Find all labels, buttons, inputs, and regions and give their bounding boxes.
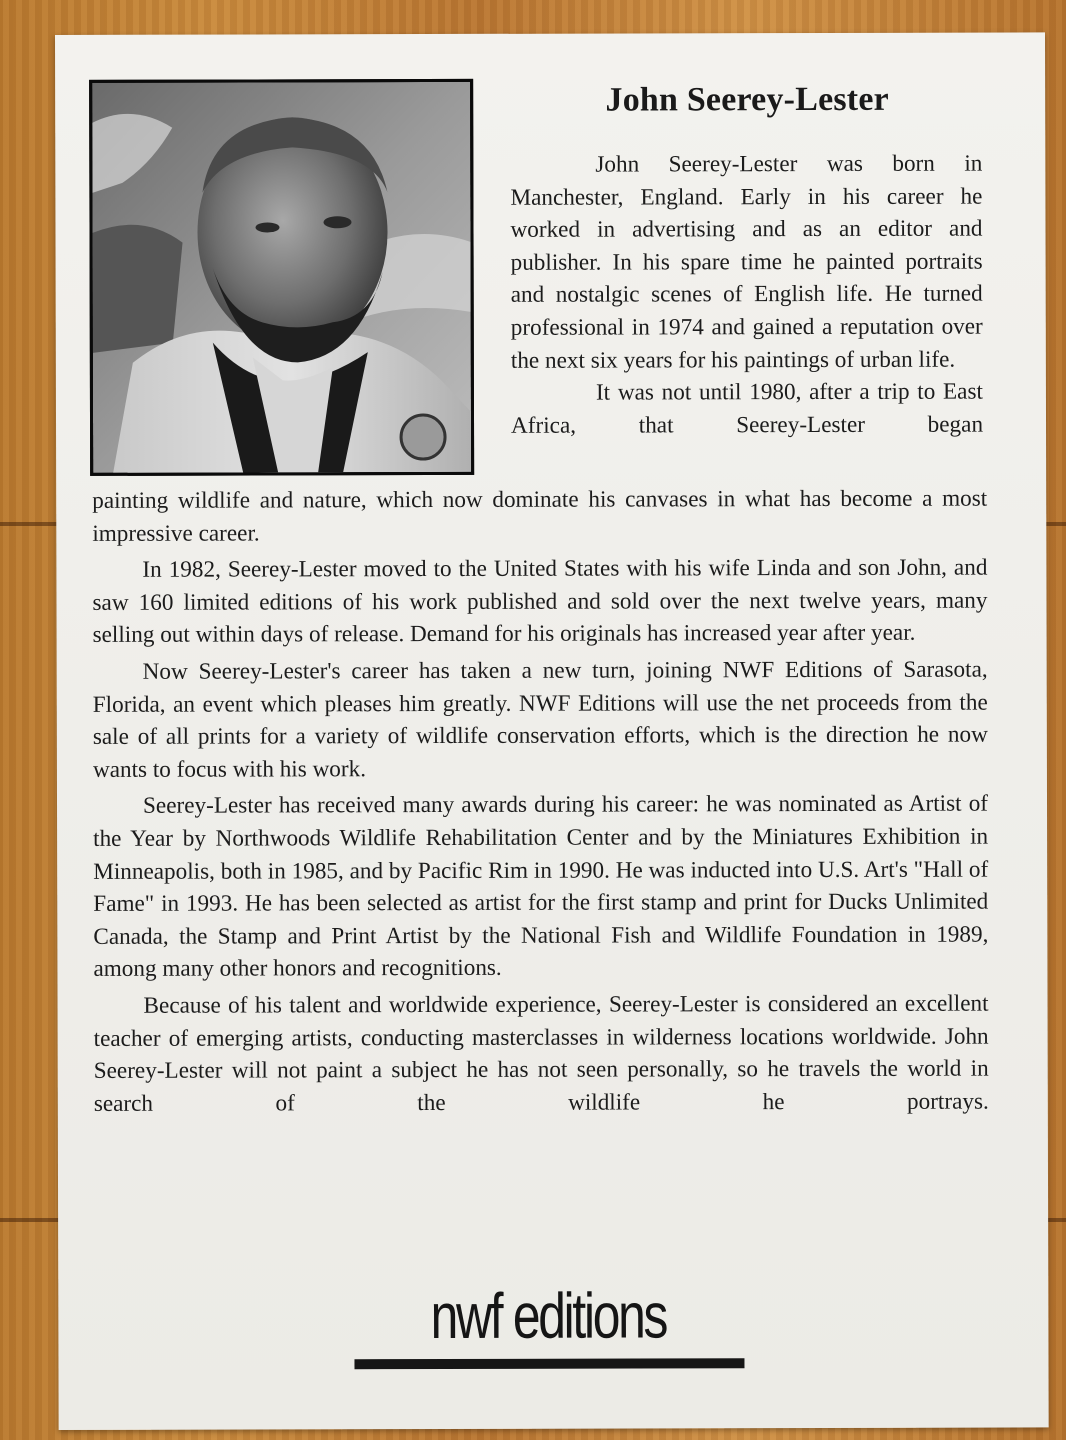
bio-intro-column xyxy=(510,148,983,443)
portrait-illustration xyxy=(92,82,471,473)
biography-card xyxy=(55,32,1049,1430)
nwf-editions-logo: nwf editions xyxy=(430,1279,667,1353)
bio-paragraph: It was not until 1980, after a trip to East Africa, that Seerey-Lester began xyxy=(510,378,984,439)
bio-paragraph: Because of his talent and worldwide experience, Seerey-Lester is considered an excellent teacher of emerging artists, conducting masterclasses in wilderness locations worldwide. John Seerey-Lester will not paint a subject he has not seen personally, so he travels the world in search of the wildlife he portrays. xyxy=(93,990,989,1117)
bio-main-text xyxy=(92,483,989,1125)
bio-paragraph: painting wildlife and nature, which now dominate his canvases in what has become a most impressive career. xyxy=(92,485,988,547)
bio-paragraph: John Seerey-Lester was born in Manchester, England. Early in his career he worked in advertising and as an editor and publisher. In his spare time he painted portraits and nostalgic scenes of English life. He turned professional in 1974 and gained a reputation over the next six years for his paintings of urban life. xyxy=(510,150,983,374)
bio-paragraph: Seerey-Lester has received many awards during his career: he was nominated as Artist of the Year by Northwoods Wildlife Rehabilitation Center and by the Miniatures Exhibition in Minneapolis, both in 1985, and by Pacific Rim in 1990. He was inducted into U.S. Art's "Hall of Fame" in 1993. He has been selected as artist for the first stamp and print for Ducks Unlimited Canada, the Stamp and Print Artist by the National Fish and Wildlife Foundation in 1989, among many other honors and recognitions. xyxy=(93,790,989,983)
bio-paragraph: Now Seerey-Lester's career has taken a new turn, joining NWF Editions of Sarasota, Florida, an event which pleases him greatly. NWF Editions will use the net proceeds from the sale of all prints for a variety of wildlife conservation efforts, which is the direction he now wants to focus with his work. xyxy=(92,656,988,783)
artist-portrait-photo xyxy=(89,79,474,476)
logo-underline xyxy=(354,1358,744,1369)
bio-paragraph: In 1982, Seerey-Lester moved to the United States with his wife Linda and son John, and saw 160 limited editions of his work published and sold over the next twelve years, many selling out within days of release. Demand for his originals has increased year after year. xyxy=(92,554,988,649)
artist-name-heading: John Seerey-Lester xyxy=(605,80,889,119)
